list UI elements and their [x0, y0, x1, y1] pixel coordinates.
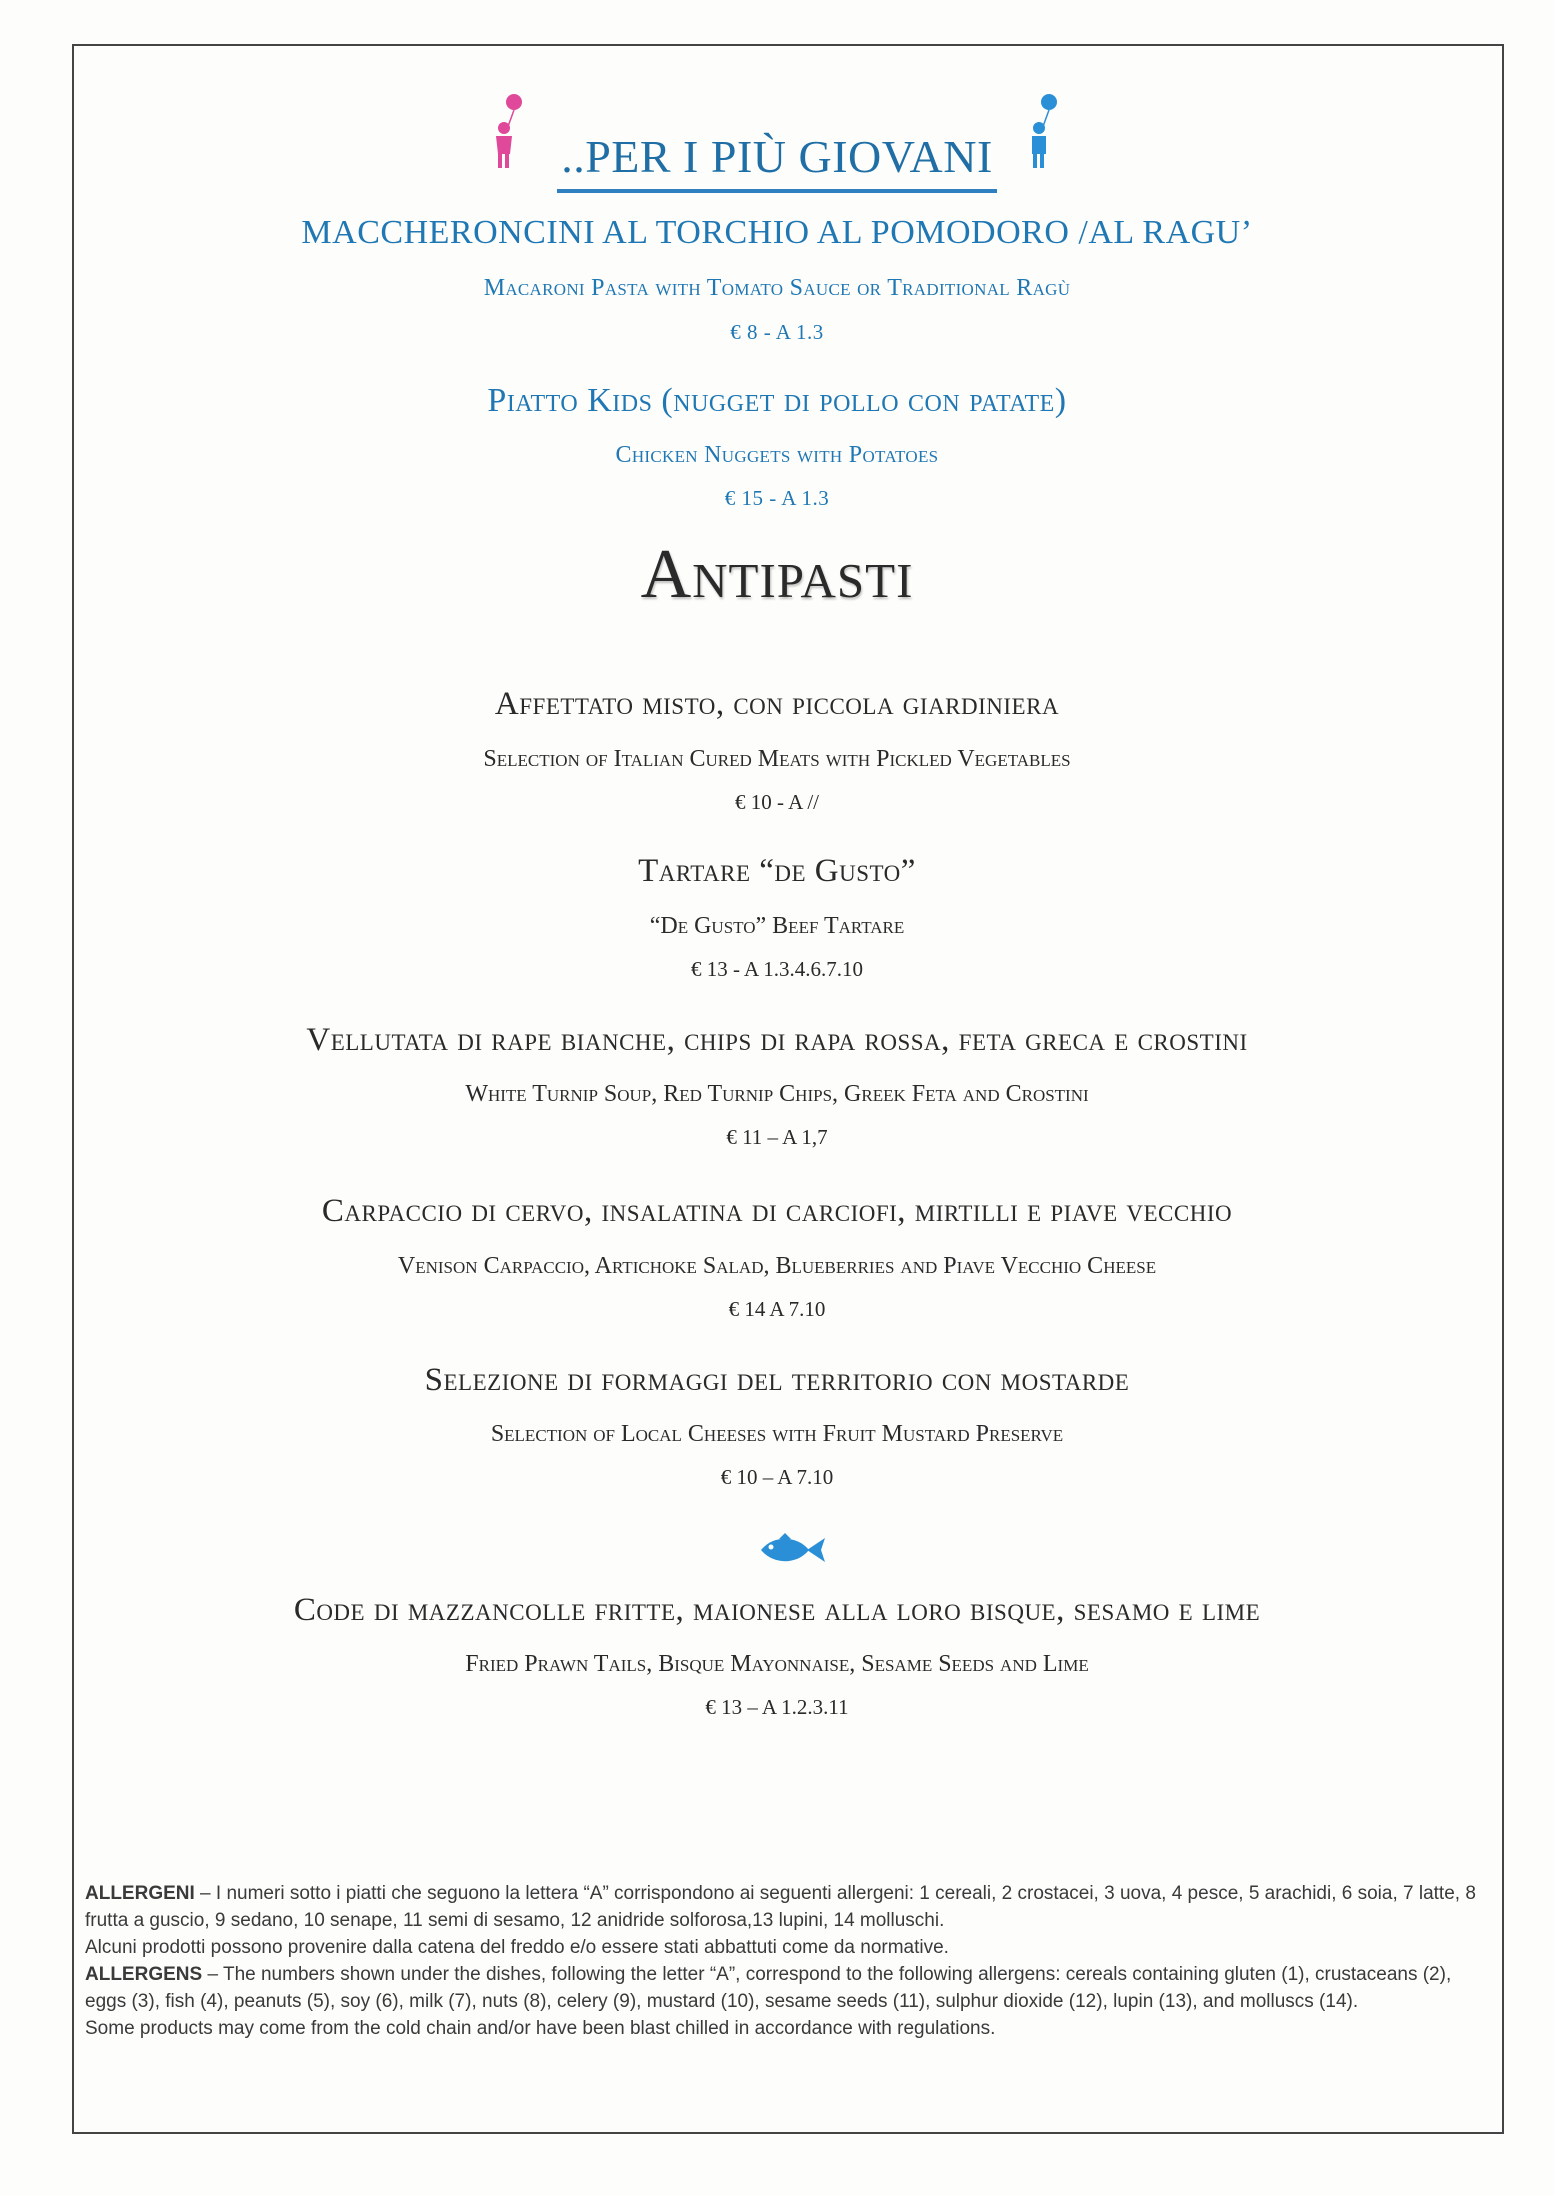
allergens-en-note: Some products may come from the cold chain and/or have been blast chilled in accordance with regulations.	[85, 2018, 996, 2039]
allergens-it-note: Alcuni prodotti possono provenire dalla catena del freddo e/o essere stati abbattuti come da normative.	[85, 1937, 949, 1958]
antipasto-4-price: € 14 A 7.10	[728, 1297, 826, 1321]
antipasto-4-it: Carpaccio di cervo, insalatina di carciofi, mirtilli e piave vecchio	[321, 1193, 1233, 1229]
antipasto-2-price: € 13 - A 1.3.4.6.7.10	[690, 957, 864, 981]
antipasto-6-it: Code di mazzancolle fritte, maionese alla loro bisque, sesamo e lime	[293, 1592, 1261, 1628]
antipasto-3-en: White Turnip Soup, Red Turnip Chips, Greek Feta and Crostini	[465, 1081, 1089, 1107]
kids-dish-1-price: € 8 - A 1.3	[730, 320, 824, 344]
allergens-it-text: – I numeri sotto i piatti che seguono la lettera “A” corrispondono ai seguenti allergeni: 1 cereali, 2 crostacei, 3 uova, 4 pesce, 5 arachidi, 6 soia, 7 latte, 8 frutta a guscio, 9 sedano, 10 senape, 11 semi di sesamo, 12 anidride solforosa,13 lupini, 14 molluschi.	[85, 1883, 1476, 1931]
antipasti-title: Antipasti	[640, 536, 914, 613]
kids-dish-2-price: € 15 - A 1.3	[724, 486, 830, 510]
antipasto-6-en: Fried Prawn Tails, Bisque Mayonnaise, Sesame Seeds and Lime	[465, 1651, 1089, 1677]
fish-icon	[757, 1533, 827, 1572]
allergens-en-label: ALLERGENS	[85, 1964, 203, 1985]
allergens-en-text: – The numbers shown under the dishes, following the letter “A”, correspond to the following allergens: cereals containing gluten (1), crustaceans (2), eggs (3), fish (4), peanuts (5), soy (6), milk (7), nuts (8), celery (9), mustard (10), sesame seeds (11), sulphur dioxide (12), lupin (13), and molluscs (14).	[85, 1964, 1452, 2012]
antipasto-6-price: € 13 – A 1.2.3.11	[705, 1695, 849, 1719]
antipasto-5-en: Selection of Local Cheeses with Fruit Mustard Preserve	[490, 1421, 1064, 1447]
antipasto-1-price: € 10 - A //	[734, 790, 819, 814]
kids-section-title: ..PER I PIÙ GIOVANI	[557, 130, 997, 193]
antipasto-3-it: Vellutata di rape bianche, chips di rapa rossa, feta greca e crostini	[306, 1022, 1248, 1058]
antipasto-1-it: Affettato misto, con piccola giardiniera	[494, 686, 1060, 722]
antipasto-2-en: “De Gusto” Beef Tartare	[649, 913, 905, 939]
antipasto-5-price: € 10 – A 7.10	[720, 1465, 834, 1489]
allergens-it-label: ALLERGENI	[85, 1883, 195, 1904]
allergens-notice	[85, 1880, 1485, 2042]
antipasto-2-it: Tartare “de Gusto”	[638, 853, 916, 889]
kids-dish-2-en: Chicken Nuggets with Potatoes	[615, 442, 939, 468]
antipasto-1-en: Selection of Italian Cured Meats with Pickled Vegetables	[483, 746, 1071, 772]
antipasto-5-it: Selezione di formaggi del territorio con mostarde	[424, 1362, 1130, 1398]
antipasto-4-en: Venison Carpaccio, Artichoke Salad, Blueberries and Piave Vecchio Cheese	[397, 1253, 1157, 1279]
kids-dish-1-it: MACCHERONCINI AL TORCHIO AL POMODORO /AL RAGU’	[301, 214, 1253, 251]
allergens-en	[85, 1961, 1485, 2015]
allergens-it	[85, 1880, 1485, 1934]
kids-dish-2-it: Piatto Kids (nugget di pollo con patate)	[487, 382, 1067, 419]
antipasto-3-price: € 11 – A 1,7	[726, 1125, 828, 1149]
kids-dish-1-en: Macaroni Pasta with Tomato Sauce or Traditional Ragù	[483, 275, 1071, 301]
